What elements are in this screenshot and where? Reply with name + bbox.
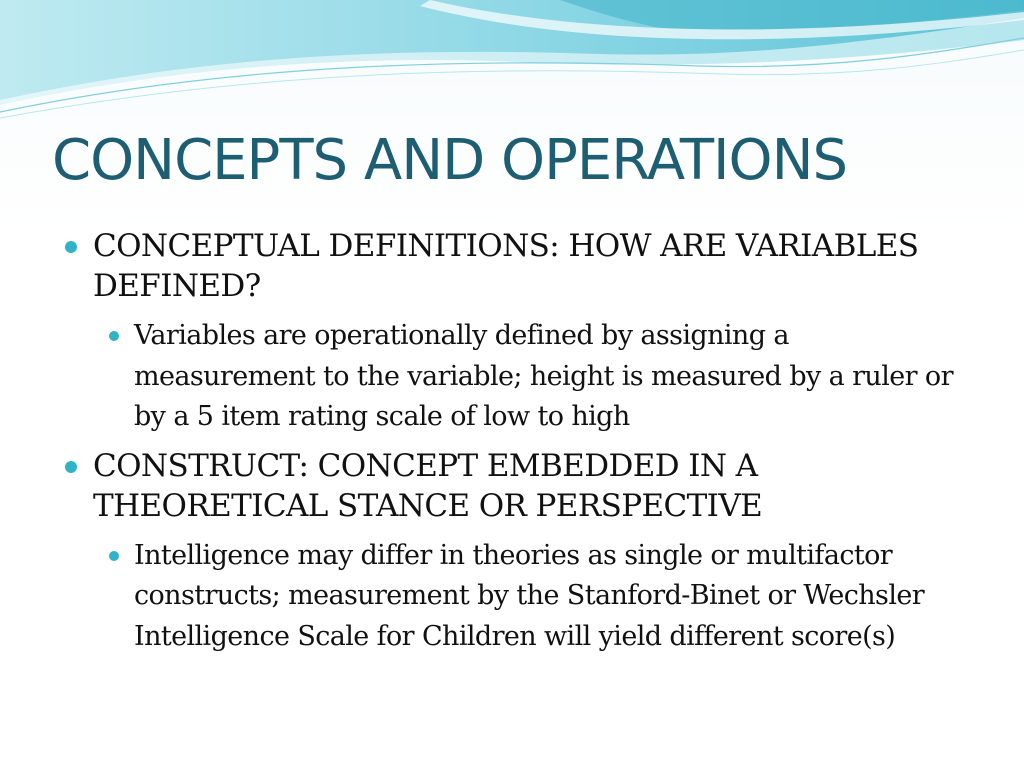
bullet-item <box>62 446 962 526</box>
sub-bullet-text: Variables are operationally defined by assigning a measurement to the variable; height is measured by a ruler or by a 5 item rating scale of low to high <box>134 320 953 432</box>
sub-bullet-item <box>106 536 962 658</box>
slide-title: CONCEPTS AND OPERATIONS <box>52 128 848 193</box>
bullet-dot-icon <box>109 551 119 561</box>
sub-bullet-item <box>106 316 962 438</box>
bullet-text: CONSTRUCT: CONCEPT EMBEDDED IN A THEORETICAL STANCE OR PERSPECTIVE <box>93 447 763 524</box>
bullet-dot-icon <box>109 331 119 341</box>
bullet-text: CONCEPTUAL DEFINITIONS: HOW ARE VARIABLES DEFINED? <box>93 228 919 304</box>
sub-bullet-text: Intelligence may differ in theories as single or multifactor constructs; measurement by the Stanford-Binet or Wechsler Intelligence Scale for Children will yield different score(s) <box>134 539 925 652</box>
bullet-list <box>62 226 962 665</box>
bullet-dot-icon <box>65 241 77 253</box>
header-wave-decoration <box>0 0 1024 130</box>
bullet-dot-icon <box>65 461 77 473</box>
bullet-item <box>62 226 962 306</box>
